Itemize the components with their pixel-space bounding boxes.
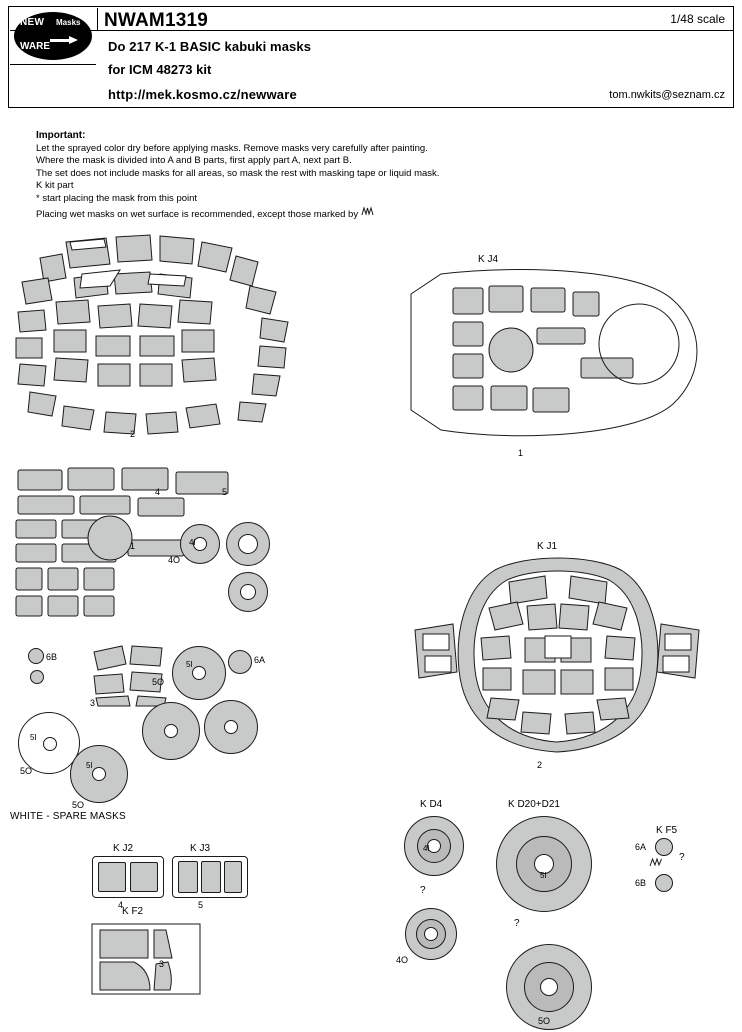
- label-4I-b: 4I: [423, 844, 430, 853]
- label-KJ4: K J4: [478, 254, 499, 265]
- wheel-hub-d: [224, 720, 238, 734]
- label-5I-d: 5I: [540, 871, 547, 880]
- important-line-3: The set does not include masks for all areas, so mask the rest with masking tape or liquid mask.: [36, 167, 440, 179]
- canopy-mask-group-2: [10, 230, 310, 445]
- header-separator: [97, 8, 98, 30]
- mask-KJ2-b: [130, 862, 158, 892]
- arrow-icon: [50, 36, 80, 44]
- header: [8, 6, 734, 108]
- product-subtitle: for ICM 48273 kit: [108, 62, 212, 77]
- logo-text-new: NEW: [20, 17, 45, 28]
- label-1: 1: [130, 541, 136, 551]
- label-5O-d: 5O: [538, 1016, 551, 1026]
- important-notes: [36, 130, 596, 221]
- label-4O-b: 4O: [396, 955, 409, 965]
- mask-KJ3-b: [201, 861, 221, 893]
- label-3: 3: [90, 698, 96, 708]
- question-3: ?: [679, 852, 685, 863]
- part-KJ4: [405, 266, 715, 446]
- label-6A-b: 6A: [635, 842, 647, 852]
- label-4O: 4O: [168, 555, 181, 565]
- label-5O-c: 5O: [72, 800, 85, 810]
- dot-mask-KF5-6A: [655, 838, 673, 856]
- scale-label: 1/48 scale: [670, 12, 725, 26]
- label-KF2: K F2: [122, 906, 144, 917]
- kit-number: NWAM1319: [104, 10, 209, 31]
- important-line-6: Placing wet masks on wet surface is recommended, except those marked by: [36, 208, 359, 220]
- label-4-b: 4: [118, 900, 124, 910]
- wheel-hub-5I-a: [192, 666, 206, 680]
- label-4I: 4I: [189, 538, 196, 547]
- label-4: 4: [155, 487, 161, 497]
- label-2-b: 2: [537, 760, 543, 770]
- logo-rule: [10, 64, 96, 65]
- label-5O-b: 5O: [20, 766, 33, 776]
- wheel-hub-white-a: [43, 737, 57, 751]
- wheel-hub-a: [238, 534, 258, 554]
- logo-text-ware: WARE: [20, 41, 50, 52]
- label-KJ3: K J3: [190, 843, 211, 854]
- part-KF2: [88, 918, 204, 998]
- logo-text-masks: Masks: [56, 18, 81, 27]
- label-6A: 6A: [254, 655, 266, 665]
- product-title: Do 217 K-1 BASIC kabuki masks: [108, 39, 312, 54]
- wheel-hub-b: [240, 584, 256, 600]
- label-5I-c: 5I: [86, 761, 93, 770]
- question-1: ?: [420, 885, 426, 896]
- dot-mask-KF5-6B: [655, 874, 673, 892]
- mask-KJ3-a: [178, 861, 198, 893]
- wheel-4O-hub: [424, 927, 438, 941]
- label-KF5: K F5: [656, 825, 678, 836]
- wet-mask-icon-2: [648, 856, 664, 868]
- label-KJ2: K J2: [113, 843, 134, 854]
- wheel-hub-5I-c: [92, 767, 106, 781]
- label-3-b: 3: [159, 959, 165, 969]
- label-KD4: K D4: [420, 799, 443, 810]
- label-2: 2: [130, 429, 136, 439]
- label-5O: 5O: [152, 677, 165, 687]
- dot-mask-6A: [228, 650, 252, 674]
- label-5: 5: [222, 487, 228, 497]
- wheel-hub-c: [164, 724, 178, 738]
- important-line-2: Where the mask is divided into A and B parts, first apply part A, next part B.: [36, 155, 352, 167]
- label-1-b: 1: [518, 448, 524, 458]
- wheel-5O-hub: [540, 978, 558, 996]
- wet-mask-icon: [361, 206, 375, 217]
- important-line-5: * start placing the mask from this point: [36, 192, 198, 204]
- email-address: tom.nwkits@seznam.cz: [609, 89, 725, 101]
- newware-logo: [10, 8, 96, 64]
- label-KD20: K D20+D21: [508, 799, 560, 810]
- mask-KJ3-c: [224, 861, 242, 893]
- important-line-1: Let the sprayed color dry before applying masks. Remove masks very carefully after painting.: [36, 142, 428, 154]
- white-spare-note: WHITE - SPARE MASKS: [10, 811, 126, 822]
- label-6B-b: 6B: [635, 878, 647, 888]
- question-2: ?: [514, 918, 520, 929]
- label-5I: 5I: [186, 660, 193, 669]
- label-6B: 6B: [46, 652, 58, 662]
- dot-mask-6B: [28, 648, 44, 664]
- important-heading: Important:: [36, 130, 86, 141]
- website-url: http://mek.kosmo.cz/newware: [108, 87, 297, 102]
- important-line-4: K kit part: [36, 180, 74, 192]
- mask-KJ2-a: [98, 862, 126, 892]
- label-5-b: 5: [198, 900, 204, 910]
- label-5I-b: 5I: [30, 733, 37, 742]
- label-KJ1: K J1: [537, 541, 558, 552]
- dot-mask-6B-2: [30, 670, 44, 684]
- part-KJ1: [405, 552, 705, 772]
